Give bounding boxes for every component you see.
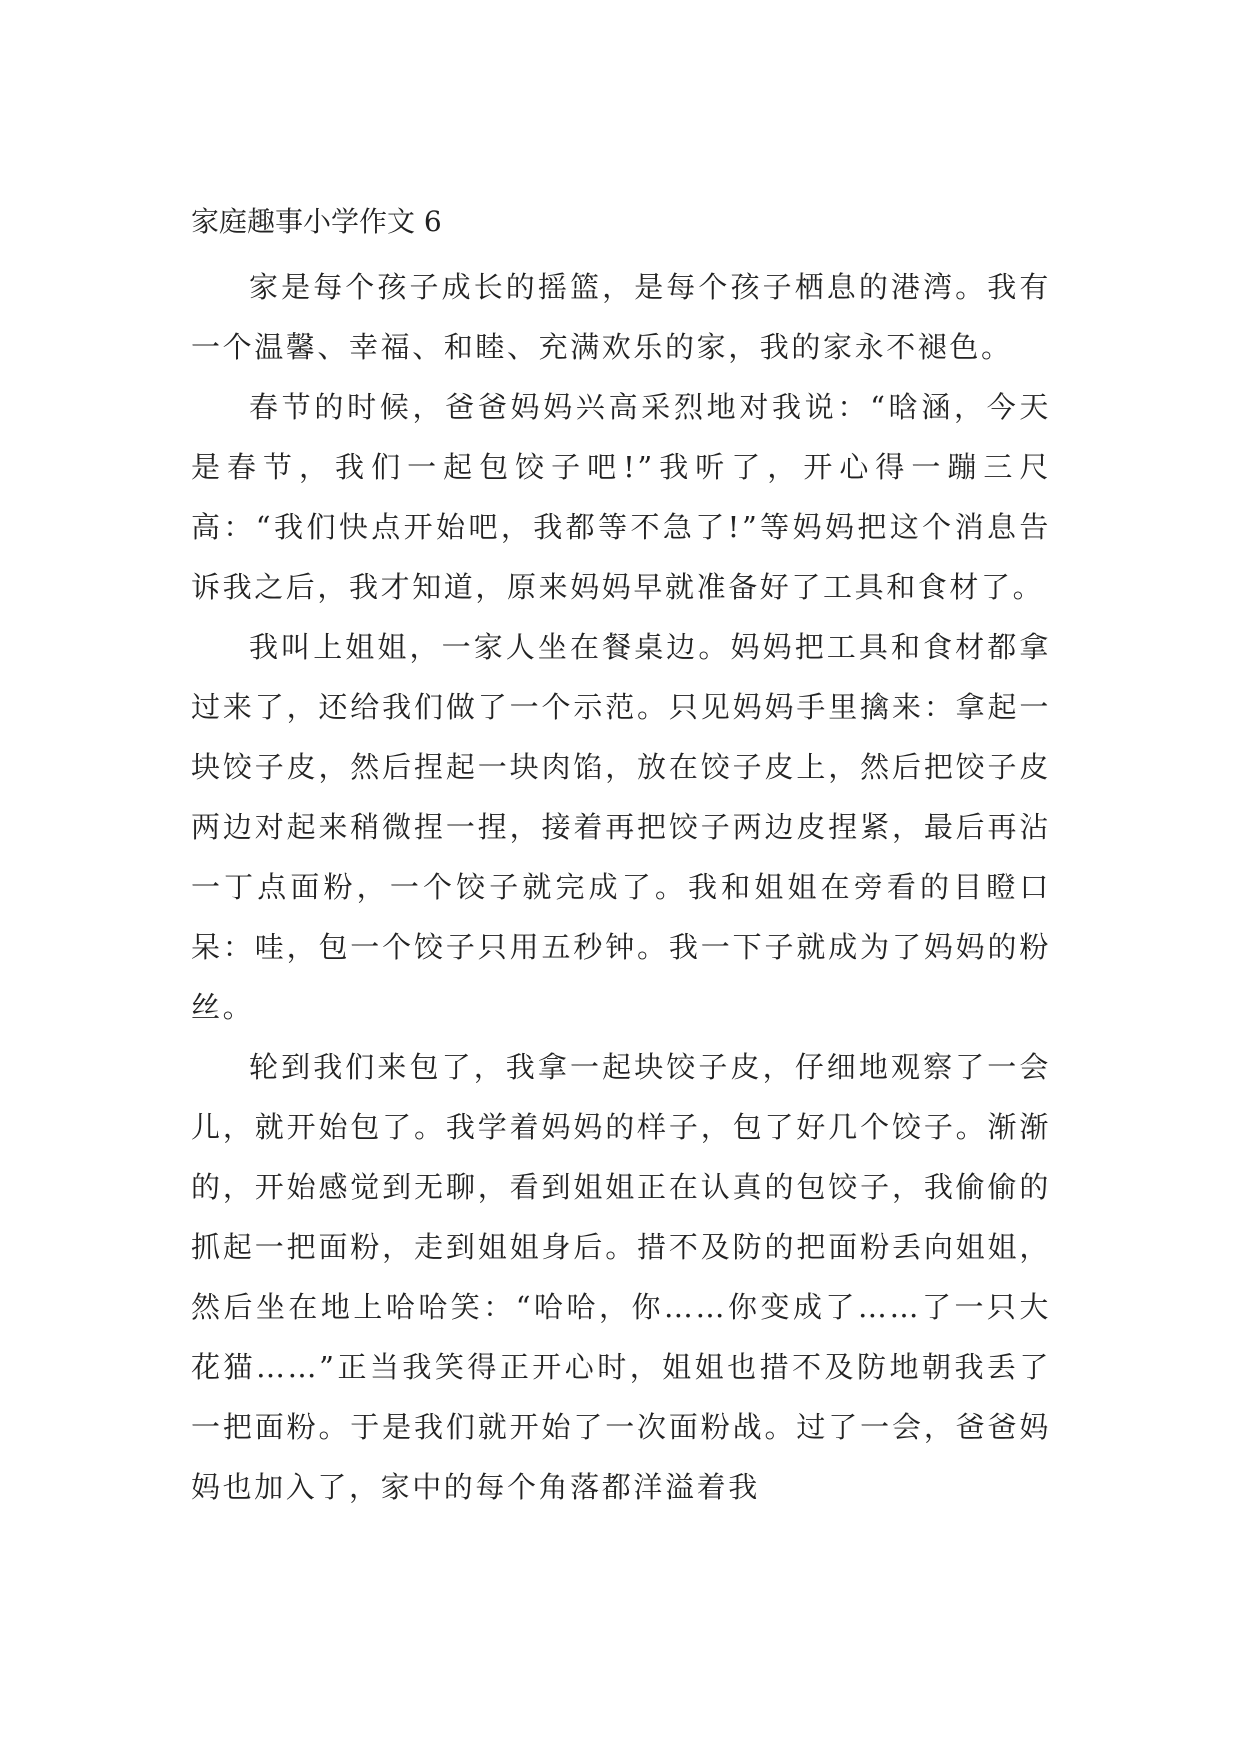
paragraph-4: 轮到我们来包了，我拿一起块饺子皮，仔细地观察了一会儿，就开始包了。我学着妈妈的样子，包了好几个饺子。渐渐的，开始感觉到无聊，看到姐姐正在认真的包饺子，我偷偷的抓起一把面粉，走到姐姐身后。措不及防的把面粉丢向姐姐，然后坐在地上哈哈笑：“哈哈，你……你变成了……了一只大花猫……”正当我笑得正开心时，姐姐也措不及防地朝我丢了一把面粉。于是我们就开始了一次面粉战。过了一会，爸爸妈妈也加入了，家中的每个角落都洋溢着我 (191, 1050, 1051, 1504)
paragraph-1: 家是每个孩子成长的摇篮，是每个孩子栖息的港湾。我有一个温馨、幸福、和睦、充满欢乐的家，我的家永不褪色。 (191, 270, 1051, 364)
paragraph-2: 春节的时候，爸爸妈妈兴高采烈地对我说：“晗涵，今天是春节，我们一起包饺子吧!”我听了，开心得一蹦三尺高：“我们快点开始吧，我都等不急了!”等妈妈把这个消息告诉我之后，我才知道，原来妈妈早就准备好了工具和食材了。 (191, 390, 1051, 604)
document-body (191, 257, 1051, 1517)
paragraph-3: 我叫上姐姐，一家人坐在餐桌边。妈妈把工具和食材都拿过来了，还给我们做了一个示范。只见妈妈手里擒来：拿起一块饺子皮，然后捏起一块肉馅，放在饺子皮上，然后把饺子皮两边对起来稍微捏一捏，接着再把饺子两边皮捏紧，最后再沾一丁点面粉，一个饺子就完成了。我和姐姐在旁看的目瞪口呆：哇，包一个饺子只用五秒钟。我一下子就成为了妈妈的粉丝。 (191, 630, 1051, 1024)
document-title: 家庭趣事小学作文 6 (191, 205, 442, 238)
